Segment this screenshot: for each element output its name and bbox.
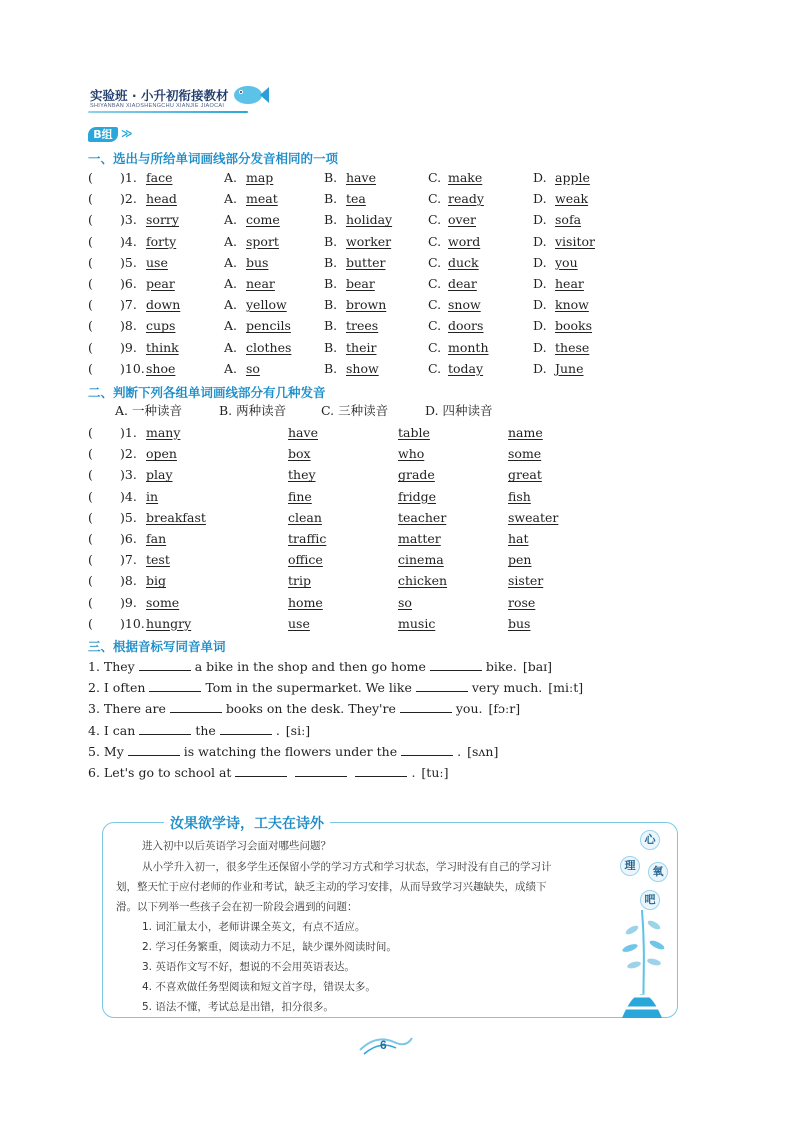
option-letter: C. [428, 297, 442, 313]
group-word: have [288, 425, 318, 440]
answer-blank[interactable] [355, 764, 407, 777]
section3-title: 三、根据音标写同音单词 [88, 639, 226, 654]
group-word: breakfast [146, 509, 206, 525]
side-char: 心 [640, 830, 660, 850]
fill-text: Tom in the supermarket. We like [205, 680, 412, 696]
group-word: in [146, 488, 159, 504]
answer-bracket[interactable]: ( [88, 318, 93, 334]
option-letter: C. [428, 191, 442, 207]
answer-blank[interactable] [400, 700, 452, 713]
group-word: fine [288, 488, 312, 504]
option-letter: B. [324, 212, 338, 228]
option-letter: D. [533, 191, 547, 207]
group-word: table [398, 425, 430, 440]
group-word: fridge [398, 488, 437, 504]
answer-blank[interactable] [170, 700, 222, 713]
option-word: you [555, 254, 578, 270]
option-word: pencils [246, 318, 291, 334]
option-letter: A. [224, 318, 238, 334]
fill-text: 2. I often [88, 680, 146, 696]
option-letter: C. [428, 360, 442, 376]
panel-para-line: 从小学升入初一，很多学生还保留小学的学习方式和学习状态，学习时没有自己的学习计 [142, 861, 552, 873]
answer-bracket[interactable]: ( [88, 191, 93, 207]
group-word: open [146, 446, 177, 462]
option-word: know [555, 297, 589, 313]
option-word: sport [246, 233, 279, 249]
option-letter: B. [324, 318, 338, 334]
panel-list-item: 4. 不喜欢做任务型阅读和短文首字母，错误太多。 [142, 981, 376, 993]
group-word: office [288, 552, 323, 568]
double-chevron-icon: ≫ [121, 127, 133, 140]
phonetic-symbol: [tuː] [421, 765, 449, 780]
option-letter: A. [224, 339, 238, 355]
option-letter: C. [428, 212, 442, 228]
option-word: over [448, 212, 476, 228]
answer-bracket[interactable]: ( [88, 509, 93, 525]
question-word: sorry [146, 212, 179, 228]
question-word: think [146, 339, 179, 355]
question-word: pear [146, 276, 175, 291]
question-number: )6. [120, 276, 137, 291]
header-divider [88, 111, 248, 113]
fill-text: . [457, 743, 462, 759]
option-letter: C. [428, 170, 442, 185]
option-letter: C. [428, 339, 442, 355]
group-word: traffic [288, 531, 327, 546]
fill-text: 5. My [88, 743, 124, 759]
option-letter: D. [533, 318, 547, 334]
fill-text: very much. [471, 680, 543, 696]
answer-bracket[interactable]: ( [88, 339, 93, 355]
question-number: )8. [120, 573, 137, 589]
option-word: books [555, 318, 593, 334]
option-word: have [346, 170, 376, 185]
answer-blank[interactable] [220, 722, 272, 735]
question-number: )2. [120, 446, 137, 462]
option-word: tea [346, 191, 366, 207]
option-word: meat [246, 191, 278, 207]
option-word: map [246, 170, 274, 185]
option-word: visitor [555, 233, 595, 249]
group-word: name [508, 425, 543, 440]
option-word: these [555, 339, 590, 355]
group-word: chicken [398, 573, 448, 589]
answer-bracket[interactable]: ( [88, 552, 93, 568]
group-word: teacher [398, 509, 447, 525]
question-number: )6. [120, 531, 137, 546]
answer-blank[interactable] [139, 722, 191, 735]
panel-para-line: 划，整天忙于应付老师的作业和考试，缺乏主动的学习安排，从而导致学习兴趣缺失，成绩下 [116, 881, 547, 893]
question-word: down [146, 297, 181, 313]
answer-bracket[interactable]: ( [88, 425, 93, 440]
option-word: apple [555, 170, 590, 185]
fill-line [88, 743, 498, 759]
group-word: big [146, 573, 167, 589]
phonetic-symbol: [baɪ] [522, 659, 553, 674]
group-word: so [398, 594, 412, 610]
question-word: use [146, 254, 168, 270]
option-letter: C. [428, 233, 442, 249]
question-number: )5. [120, 509, 137, 525]
group-word: clean [288, 509, 322, 525]
question-word: forty [146, 233, 177, 249]
answer-blank[interactable] [430, 658, 482, 671]
option-letter: B. [324, 170, 338, 185]
group-word: hat [508, 531, 529, 546]
answer-blank[interactable] [235, 764, 287, 777]
option-letter: A. [224, 212, 238, 228]
answer-bracket[interactable]: ( [88, 573, 93, 589]
option-letter: B. [324, 276, 338, 291]
option-letter: D. [533, 339, 547, 355]
group-word: grade [398, 467, 435, 483]
group-word: they [288, 467, 316, 483]
option-word: yellow [246, 297, 287, 313]
option-word: show [346, 360, 379, 376]
answer-bracket[interactable]: ( [88, 276, 93, 291]
option-word: June [555, 360, 584, 376]
option-letter: A. [224, 233, 238, 249]
answer-bracket[interactable]: ( [88, 467, 93, 483]
panel-list-item: 3. 英语作文写不好，想说的不会用英语表达。 [142, 961, 355, 973]
fill-text: a bike in the shop and then go home [194, 659, 426, 674]
fill-line [88, 764, 448, 780]
group-word: sweater [508, 509, 559, 525]
option-word: sofa [555, 212, 582, 228]
group-badge: B组 [88, 127, 118, 142]
phonetic-symbol: [sʌn] [467, 743, 499, 759]
fill-text: . [411, 765, 416, 780]
fill-text: you. [455, 701, 483, 717]
side-char: 氧 [648, 862, 668, 882]
option-letter: C. [428, 254, 442, 270]
option-word: brown [346, 297, 387, 313]
question-number: )3. [120, 467, 137, 483]
question-number: )10. [120, 615, 145, 631]
section1-title: 一、选出与所给单词画线部分发音相同的一项 [88, 151, 339, 166]
answer-bracket[interactable]: ( [88, 254, 93, 270]
option-letter: D. [533, 276, 547, 291]
answer-bracket[interactable]: ( [88, 594, 93, 610]
section2-title: 二、判断下列各组单词画线部分有几种发音 [88, 385, 326, 400]
fill-text: books on the desk. They're [225, 701, 396, 717]
group-word: home [288, 594, 323, 610]
option-letter: C. [428, 318, 442, 334]
group-word: pen [508, 552, 532, 568]
fill-text: the [195, 722, 216, 738]
option-letter: B. [324, 233, 338, 249]
fill-line [88, 658, 552, 674]
answer-bracket[interactable]: ( [88, 233, 93, 249]
option-letter: B. [324, 297, 338, 313]
question-number: )7. [120, 552, 137, 568]
plant-decoration-icon [602, 890, 682, 1020]
panel-title: 汝果欲学诗，工夫在诗外 [164, 813, 330, 833]
question-word: cups [146, 318, 176, 334]
option-b: B. 两种读音 [219, 403, 287, 418]
group-word: box [288, 446, 311, 462]
group-word: cinema [398, 552, 444, 568]
group-word: who [398, 446, 425, 462]
option-word: worker [346, 233, 392, 249]
option-letter: D. [533, 297, 547, 313]
question-number: )3. [120, 212, 137, 228]
answer-blank[interactable] [128, 743, 180, 756]
option-letter: D. [533, 233, 547, 249]
group-word: matter [398, 531, 441, 546]
option-word: month [448, 339, 489, 355]
answer-blank[interactable] [401, 743, 453, 756]
option-letter: A. [224, 254, 238, 270]
question-number: )9. [120, 339, 137, 355]
group-word: great [508, 467, 542, 483]
option-letter: D. [533, 212, 547, 228]
option-word: so [246, 360, 260, 376]
phonetic-symbol: [siː] [285, 722, 311, 738]
fill-line [88, 722, 310, 738]
phonetic-symbol: [miːt] [548, 680, 584, 696]
option-letter: A. [224, 170, 238, 185]
question-word: face [146, 170, 173, 185]
group-word: sister [508, 573, 544, 589]
option-letter: A. [224, 297, 238, 313]
option-word: bus [246, 254, 269, 270]
group-word: many [146, 425, 181, 440]
page-number: 6 [380, 1038, 387, 1052]
fill-text: 3. There are [88, 701, 166, 717]
option-letter: C. [428, 276, 442, 291]
option-letter: D. [533, 170, 547, 185]
option-letter: B. [324, 254, 338, 270]
option-d: D. 四种读音 [425, 403, 493, 418]
option-letter: A. [224, 360, 238, 376]
answer-blank[interactable] [139, 658, 191, 671]
group-word: play [146, 467, 173, 483]
answer-blank[interactable] [149, 679, 201, 692]
fill-line [88, 679, 583, 695]
answer-bracket[interactable]: ( [88, 531, 93, 546]
option-word: bear [346, 276, 375, 291]
option-word: holiday [346, 212, 393, 228]
group-word: rose [508, 594, 536, 610]
question-number: )9. [120, 594, 137, 610]
answer-bracket[interactable]: ( [88, 446, 93, 462]
answer-bracket[interactable]: ( [88, 615, 93, 631]
option-word: trees [346, 318, 379, 334]
question-word: shoe [146, 360, 176, 376]
option-letter: B. [324, 360, 338, 376]
option-word: snow [448, 297, 481, 313]
group-word: use [288, 615, 310, 631]
option-word: today [448, 360, 484, 376]
group-word: bus [508, 615, 531, 631]
question-number: )1. [120, 170, 137, 185]
option-word: come [246, 212, 280, 228]
question-number: )4. [120, 488, 137, 504]
question-number: )7. [120, 297, 137, 313]
panel-para-line: 滑。以下列举一些孩子会在初一阶段会遇到的问题： [116, 901, 358, 913]
question-number: )5. [120, 254, 137, 270]
panel-list-item: 1. 词汇量太小，老师讲课全英文，有点不适应。 [142, 921, 366, 933]
option-word: make [448, 170, 483, 185]
question-number: )1. [120, 425, 137, 440]
answer-blank[interactable] [295, 764, 347, 777]
option-word: hear [555, 276, 584, 291]
option-word: word [448, 233, 481, 249]
option-letter: D. [533, 360, 547, 376]
option-letter: A. [224, 191, 238, 207]
group-word: trip [288, 573, 311, 589]
panel-list-item: 5. 语法不懂，考试总是出错，扣分很多。 [142, 1001, 334, 1013]
fill-text: 4. I can [88, 722, 136, 738]
answer-bracket[interactable]: ( [88, 488, 93, 504]
question-number: )8. [120, 318, 137, 334]
fill-text: is watching the flowers under the [183, 743, 398, 759]
question-word: head [146, 191, 177, 207]
group-word: fish [508, 488, 531, 504]
option-word: ready [448, 191, 484, 207]
fill-text: . [275, 722, 280, 738]
panel-question: 进入初中以后英语学习会面对哪些问题？ [142, 840, 331, 852]
group-word: fan [146, 531, 167, 546]
answer-bracket[interactable]: ( [88, 360, 93, 376]
option-letter: B. [324, 339, 338, 355]
group-word: music [398, 615, 436, 631]
side-char: 理 [620, 856, 640, 876]
fill-text: bike. [485, 659, 517, 674]
answer-blank[interactable] [416, 679, 468, 692]
option-letter: A. [224, 276, 238, 291]
question-number: )10. [120, 360, 145, 376]
answer-bracket[interactable]: ( [88, 170, 93, 185]
option-word: near [246, 276, 275, 291]
option-word: weak [555, 191, 589, 207]
fill-text: 1. They [88, 659, 135, 674]
option-letter: D. [533, 254, 547, 270]
series-pinyin: SHIYANBAN XIAOSHENGCHU XIANJIE JIAOCAI [90, 103, 225, 109]
option-word: their [346, 339, 377, 355]
phonetic-symbol: [fɔːr] [488, 701, 521, 717]
option-c: C. 三种读音 [321, 403, 389, 418]
option-word: clothes [246, 339, 292, 355]
question-number: )4. [120, 233, 137, 249]
group-word: some [508, 446, 542, 462]
option-word: doors [448, 318, 484, 334]
fish-logo-icon [230, 80, 270, 110]
question-number: )2. [120, 191, 137, 207]
group-word: some [146, 594, 180, 610]
fill-text: 6. Let's go to school at [88, 765, 232, 780]
fill-line [88, 700, 520, 716]
option-word: dear [448, 276, 477, 291]
series-title: 实验班 · 小升初衔接教材 [90, 88, 229, 103]
answer-bracket[interactable]: ( [88, 212, 93, 228]
option-letter: B. [324, 191, 338, 207]
panel-list-item: 2. 学习任务繁重，阅读动力不足，缺少课外阅读时间。 [142, 941, 397, 953]
answer-bracket[interactable]: ( [88, 297, 93, 313]
option-word: duck [448, 254, 479, 270]
option-a: A. 一种读音 [115, 403, 182, 418]
group-word: hungry [146, 615, 192, 631]
group-word: test [146, 552, 170, 568]
side-char: 吧 [640, 890, 660, 910]
option-word: butter [346, 254, 386, 270]
